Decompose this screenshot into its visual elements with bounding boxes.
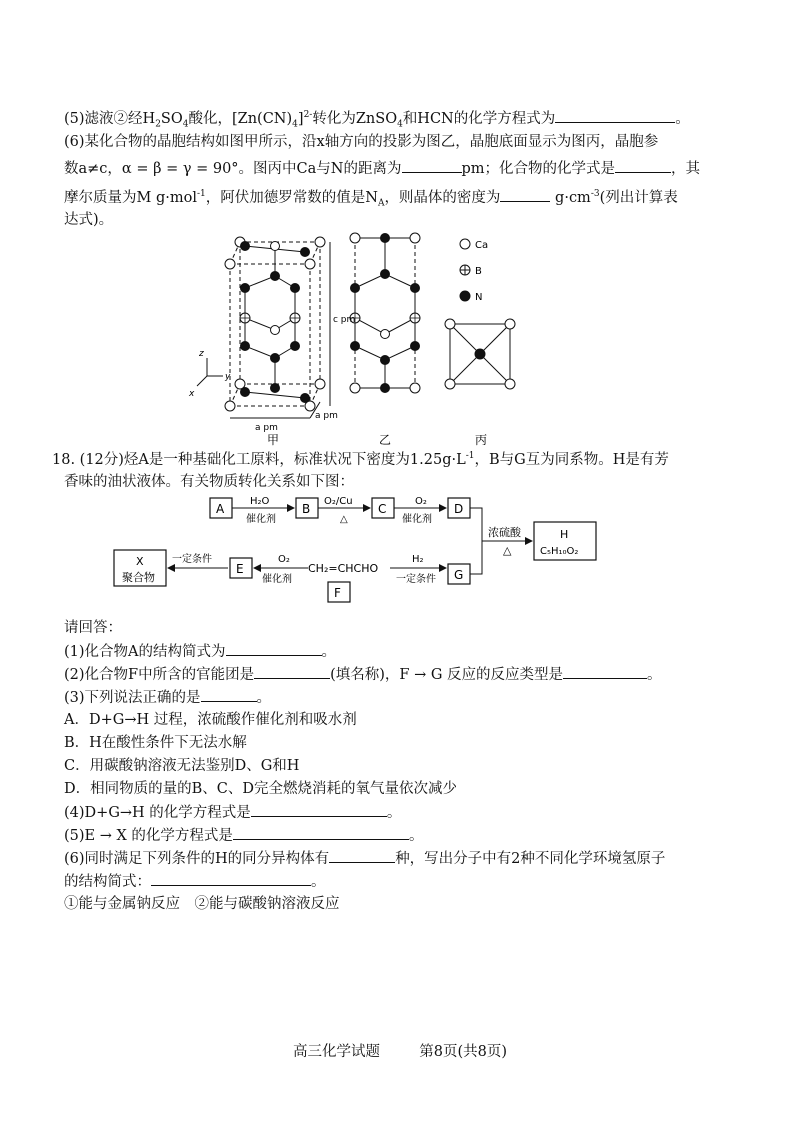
ca-atom xyxy=(505,379,515,389)
dh-top: 浓硫酸 xyxy=(488,526,521,539)
projection-yi xyxy=(355,238,415,388)
crystal-figure xyxy=(185,226,555,446)
n-atom xyxy=(301,248,310,257)
q18-sub1: (1)化合物A的结构简式为 。 xyxy=(64,641,336,662)
label-C: C xyxy=(378,502,387,516)
n-atom xyxy=(271,272,280,281)
ca-atom xyxy=(225,259,235,269)
label-H-formula: C₅H₁₀O₂ xyxy=(540,546,579,557)
answer-blank[interactable] xyxy=(251,802,387,817)
q18-intro-line2: 香味的油状液体。有关物质转化关系如下图： xyxy=(64,474,354,490)
n-atom xyxy=(301,394,310,403)
n-atom xyxy=(381,270,390,279)
n-atom xyxy=(381,234,390,243)
label-A: A xyxy=(216,502,225,516)
caption-jia: 甲 xyxy=(267,433,280,446)
ca-atom xyxy=(410,233,420,243)
ca-atom xyxy=(315,379,325,389)
ca-atom xyxy=(410,383,420,393)
answer-blank[interactable] xyxy=(563,664,647,679)
fe-top: O₂ xyxy=(278,554,290,565)
q17-part6-line2: 数a≠c，α = β = γ = 90°。图丙中Ca与N的距离为 pm；化合物的化学式是 ，其 xyxy=(64,158,700,179)
q17-part6-line3: 摩尔质量为M g·mol$^{-1}$，阿伏加德罗常数的值是$N_A$，则晶体的密度为 $g\cdot cm^{-3}$(列出计算表 xyxy=(64,184,678,214)
reaction-flowchart xyxy=(110,492,610,612)
ca-atom xyxy=(305,259,315,269)
ca-atom xyxy=(350,233,360,243)
label-X-polymer: 聚合物 xyxy=(122,571,155,584)
answer-blank[interactable] xyxy=(615,158,671,173)
fg-bot: 一定条件 xyxy=(396,574,436,585)
ca-atom xyxy=(271,326,280,335)
option-d: D．相同物质的量的B、C、D完全燃烧消耗的氧气量依次减少 xyxy=(64,781,457,797)
answer-blank[interactable] xyxy=(233,825,409,840)
n-atom xyxy=(241,242,250,251)
footer-subject: 高三化学试题 xyxy=(293,1044,380,1060)
axis-z-label: z xyxy=(199,349,204,359)
axis-x-label: x xyxy=(189,389,195,399)
page-footer xyxy=(0,1040,800,1061)
answer-blank[interactable] xyxy=(226,641,322,656)
option-c: C．用碳酸钠溶液无法鉴别D、G和H xyxy=(64,758,300,774)
q18-sub6: (6)同时满足下列条件的H的同分异构体有 种，写出分子中有2种不同化学环境氢原子 xyxy=(64,848,665,869)
n-atom xyxy=(271,384,280,393)
legend xyxy=(460,239,470,301)
caption-yi: 乙 xyxy=(379,433,392,446)
option-b: B．H在酸性条件下无法水解 xyxy=(64,735,247,751)
fg-top: H₂ xyxy=(412,554,424,565)
bc-top: O₂/Cu xyxy=(324,496,353,507)
q17-part6-line1: (6)某化合物的晶胞结构如图甲所示，沿x轴方向的投影为图乙，晶胞底面显示为图丙，晶胞参 xyxy=(64,134,659,150)
label-X: X xyxy=(136,555,144,568)
n-atom xyxy=(241,388,250,397)
q17-part5: (5)滤液②经$H_2SO_4$酸化，$[Zn(CN)_4]^{2-}$转化为ZnSO$_4$和HCN的化学方程式为 。 xyxy=(64,105,690,135)
label-H: H xyxy=(560,528,569,541)
bc-bot: △ xyxy=(340,514,348,525)
n-atom xyxy=(241,342,250,351)
answer-blank[interactable] xyxy=(500,187,550,202)
answer-blank[interactable] xyxy=(201,687,257,702)
a-pm-label: a pm xyxy=(255,423,278,433)
answer-blank[interactable] xyxy=(151,871,311,886)
n-atom xyxy=(291,284,300,293)
fe-bot: 催化剂 xyxy=(262,574,292,585)
n-atom xyxy=(475,349,485,359)
ca-atom xyxy=(445,379,455,389)
n-atom xyxy=(351,342,360,351)
q18-sub4: (4)D+G→H 的化学方程式是 。 xyxy=(64,802,401,823)
ca-atom xyxy=(315,237,325,247)
axis-y-label: y xyxy=(225,372,231,382)
label-D: D xyxy=(454,502,464,516)
ca-atom xyxy=(445,319,455,329)
axis-x xyxy=(197,376,207,386)
q18-conditions: ①能与金属钠反应 ②能与碳酸钠溶液反应 xyxy=(64,896,340,912)
n-atom xyxy=(351,284,360,293)
legend-ca-label: Ca xyxy=(475,240,489,251)
n-atom xyxy=(411,284,420,293)
cd-top: O₂ xyxy=(415,496,427,507)
q18-ask: 请回答： xyxy=(64,620,122,636)
ca-atom xyxy=(271,242,280,251)
q18-intro-line1: 18. (12分)烃A是一种基础化工原料，标准状况下密度为$1.25g\cdot L^{-1}$，B与G互为同系物。H是有芳 xyxy=(52,451,669,468)
ex-top: 一定条件 xyxy=(172,554,212,565)
ca-atom xyxy=(225,401,235,411)
n-atom xyxy=(291,342,300,351)
option-a: A．D+G→H 过程，浓硫酸作催化剂和吸水剂 xyxy=(64,712,357,728)
n-atom xyxy=(381,356,390,365)
legend-n-label: N xyxy=(475,292,483,303)
q18-sub6-cont: 的结构简式： 。 xyxy=(64,871,326,892)
ca-atom xyxy=(350,383,360,393)
footer-page: 第8页(共8页) xyxy=(419,1044,507,1060)
a-pm-label-2: a pm xyxy=(315,411,338,421)
legend-b-label: B xyxy=(475,266,482,277)
answer-blank[interactable] xyxy=(555,108,675,123)
f-formula: CH₂=CHCHO xyxy=(308,562,379,575)
legend-ca-symbol xyxy=(460,239,470,249)
bracket-D-G xyxy=(470,508,482,574)
n-atom xyxy=(271,354,280,363)
cd-bot: 催化剂 xyxy=(402,514,432,525)
c-pm-label: c pm xyxy=(333,315,356,325)
q18-sub3: (3)下列说法正确的是 。 xyxy=(64,687,271,708)
n-atom xyxy=(381,384,390,393)
answer-blank[interactable] xyxy=(254,664,330,679)
answer-blank[interactable] xyxy=(402,158,462,173)
label-F: F xyxy=(334,586,341,600)
q18-sub2: (2)化合物F中所含的官能团是 (填名称)，F → G 反应的反应类型是 。 xyxy=(64,664,662,685)
label-B: B xyxy=(302,502,311,516)
ca-atom xyxy=(505,319,515,329)
label-G: G xyxy=(454,568,464,582)
q18-sub5: (5)E → X 的化学方程式是 。 xyxy=(64,825,423,846)
n-atom xyxy=(241,284,250,293)
caption-bing: 丙 xyxy=(475,433,488,446)
answer-blank[interactable] xyxy=(329,848,395,863)
hex-bonds-upper xyxy=(245,276,295,330)
legend-n-symbol xyxy=(460,291,470,301)
ca-atom xyxy=(381,330,390,339)
ab-top: H₂O xyxy=(250,496,270,507)
n-atom xyxy=(411,342,420,351)
dh-bot: △ xyxy=(503,544,512,557)
label-E: E xyxy=(236,562,244,576)
ab-bot: 催化剂 xyxy=(246,514,276,525)
q17-part6-line4: 达式)。 xyxy=(64,212,114,228)
hex-bonds-lower xyxy=(245,318,295,358)
